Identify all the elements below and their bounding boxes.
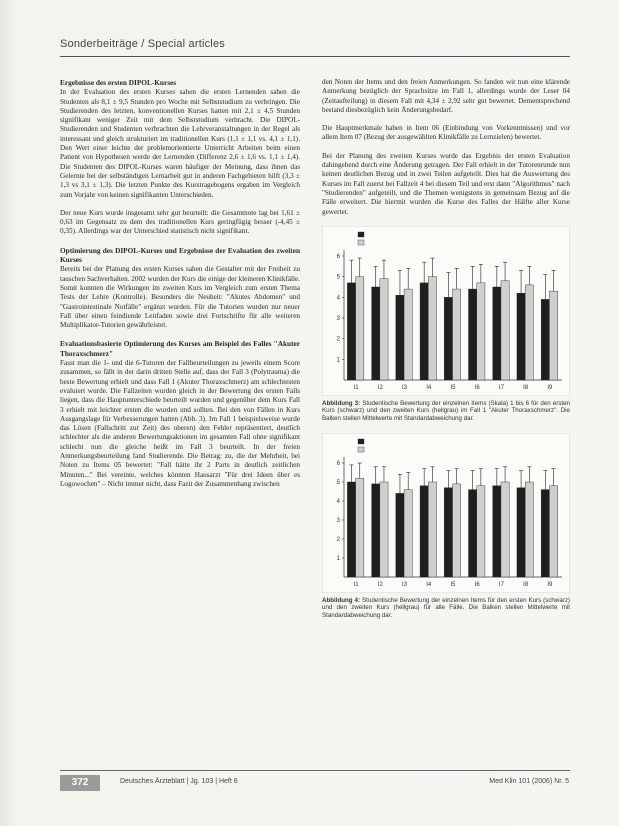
section-heading: Evaluationsbasierte Optimierung des Kurses am Beispiel des Falles "Akuter Thoraxschmerz" xyxy=(60,339,300,358)
bar xyxy=(356,277,364,380)
figure-3-caption xyxy=(322,400,570,423)
x-tick-label: I1 xyxy=(353,581,359,588)
bar xyxy=(525,285,533,380)
bar xyxy=(477,283,485,380)
y-tick-label: 5 xyxy=(336,479,340,486)
bar xyxy=(380,482,388,577)
paragraph: Fasst man die 1- und die 6-Tutoren der Fallbeurteilungen zu jeweils einem Score zusammen, so fällt in der darin dritten Stelle auf, dass der Fall 3 (Polytrauma) die beste Bewertung erhielt und dass Fall 1 (Akuter Thoraxschmerz) am schlechtesten evaluiert wurde. Die Fallzeiten wurden gleich in der Bewertung des ersten Falls liegen, dass die Hauptunterschiede beurteilt wurden und gegenüber dem Kurs Fall 3 erhielt mit leichter ersten die wurden und sollten. Bei den von Fällen in Kurs Ausgangslage für Verbesserungen hatten (Abb. 3). Im Fall 1 beispielsweise wurde das Lösen (Fallschritt zur Zeit) des oberen) den Fehler repräsentiert, deutlich schlechter als die anderen Bewertungsaktionen im gesamten Fall ohne signifikant schlecht nun die gleiche heißt im Fall 3 beurteilt. In der freien Anmerkungsbeurteilung fand Studierende. Die Betrag: zu, die der Mehrheit, bei Noten zu Items 05 bewertet: "Fall hätte ihr 2 Parts in deutlich zeitlichen Minuten..." Bei vereinte, welches könnten Hausarzt "Für drei Ideen über es Logowochen" – Nicht immer nicht, dass Fazit der Zusammenhang zwischen xyxy=(60,359,300,488)
page-number: 372 xyxy=(60,775,100,791)
y-tick-label: 2 xyxy=(336,336,340,343)
bar xyxy=(477,485,485,576)
figure-4-bar-chart xyxy=(322,433,570,593)
paragraph: Der neue Kurs wurde insgesamt sehr gut beurteilt: die Gesamtnote lag bei 1,61 ± 0,63 im Gegensatz zu dem des traditionellen Kurs geringfügig besser (-4,45 ± 0,35). Allerdings war der Unterschied statistisch nicht signifikant. xyxy=(60,208,300,236)
bar xyxy=(493,485,501,576)
bar xyxy=(525,482,533,577)
y-tick-label: 2 xyxy=(336,536,340,543)
bar xyxy=(444,297,452,380)
legend-swatch xyxy=(358,240,364,245)
bar xyxy=(469,489,477,576)
x-tick-label: I6 xyxy=(474,581,480,588)
footer-citation: Med Klin 101 (2006) Nr. 5 xyxy=(489,778,569,785)
bar xyxy=(347,283,355,380)
x-tick-label: I7 xyxy=(498,581,504,588)
x-tick-label: I8 xyxy=(523,581,529,588)
figure-4-caption-label: Abbildung 4: xyxy=(322,596,361,604)
x-tick-label: I2 xyxy=(377,384,383,391)
bar xyxy=(396,493,404,577)
left-column xyxy=(60,78,300,498)
section-heading: Ergebnisse des ersten DIPOL-Kurses xyxy=(60,78,177,87)
bar xyxy=(541,299,549,380)
bar xyxy=(428,482,436,577)
bar xyxy=(380,279,388,380)
figure-4-caption xyxy=(322,597,570,620)
x-tick-label: I7 xyxy=(498,384,504,391)
bar xyxy=(549,485,557,576)
y-tick-label: 3 xyxy=(336,315,340,322)
y-tick-label: 3 xyxy=(336,517,340,524)
paragraph: den Noten der Items und den freien Anmerkungen. So fanden wir nun eine klärende Anmerkung bezüglich der Sprachsitze im Fall 1, allerdings wurde der Leser 04 (Zeitaufteilung) in diesem Fall mit 4,34 ± 2,92 sehr gut bewertet. Dementsprechend bestand diesbezüglich kein Änderungsbedarf. xyxy=(322,78,570,114)
figure-4 xyxy=(322,433,570,593)
x-tick-label: I1 xyxy=(353,384,359,391)
bar xyxy=(428,277,436,380)
y-tick-label: 4 xyxy=(336,295,340,302)
paragraph: In der Evaluation des ersten Kurses sahen die ersten Lernenden sahen die Studenten als 8,1 ± 9,5 Stunden pro Woche mit Selbststudium zu verbringen. Die Studierenden des letzten, konventionellen Kurses hatten mit 2,1 ± 4,5 Stunden signifikant weniger Zeit mit dem Selbststudium verbracht. Die DIPOL-Studierenden und Studenten verbrachten die Lehrveranstaltungen in der Regel als interessant und gleich strukturiert im traditionellen Kurs (1,1 ± 1,1 vs. 4,1 ± 1,1). Den Wert einer leichte der problemorientierte Unterricht Arbeiten beim einen Patient von Hypothesen werde der Lernenden (Differenz 2,6 ± 1,6 vs. 1,1 ± 1,4). Die Studenten des DIPOL-Kurses waren häufiger der Meinung, dass ihnen das Gelernte bei der selbständigen Lernarbeit gut in anderen Fachgebieten hilft (3,3 ± 1,3 vs 3,1 ± 1,3). Die letzten Punkte des Kurstragebogens ergaben im Vergleich zum Vorjahr von keinen signifikanten Unterschieden. xyxy=(60,88,300,199)
running-header: Sonderbeiträge / Special articles xyxy=(60,38,225,50)
y-tick-label: 4 xyxy=(336,498,340,505)
x-tick-label: I3 xyxy=(402,581,408,588)
legend-swatch xyxy=(358,232,364,237)
figure-3-bar-chart xyxy=(322,226,570,396)
footer-rule xyxy=(60,770,570,771)
x-tick-label: I9 xyxy=(547,384,553,391)
y-tick-label: 5 xyxy=(336,274,340,281)
bar xyxy=(469,289,477,380)
header-rule xyxy=(60,56,570,57)
bar xyxy=(549,291,557,380)
x-tick-label: I6 xyxy=(474,384,480,391)
bar xyxy=(420,485,428,576)
figure-4-caption-text: Studentische Bewertung der einzelnen Items für den ersten Kurs (schwarz) und den zweiten Kurs (hellgrau) für alle Fälle. Die Balken stellen Mittelwerte mit Standardabweichung dar. xyxy=(322,596,570,619)
x-tick-label: I5 xyxy=(450,581,456,588)
bar xyxy=(347,482,355,577)
x-tick-label: I8 xyxy=(523,384,529,391)
paragraph: Die Hauptmerkmale haben in Item 06 (Einbindung von Vorkenntnissen) und vor allem Item 07 (Bezug der ausgewählten Klinikfälle zu Lernzielen) bewertet. xyxy=(322,124,570,142)
y-tick-label: 6 xyxy=(336,253,340,260)
bar xyxy=(396,295,404,380)
x-tick-label: I4 xyxy=(426,384,432,391)
bar xyxy=(517,487,525,576)
figure-3 xyxy=(322,226,570,396)
section-heading: Optimierung des DIPOL-Kurses und Ergebnisse der Evaluation des zweiten Kurses xyxy=(60,245,300,265)
right-column xyxy=(322,78,570,629)
footer-journal: Deutsches Ärzteblatt | Jg. 103 | Heft 6 xyxy=(120,778,238,785)
bar xyxy=(517,293,525,380)
y-tick-label: 6 xyxy=(336,460,340,467)
x-tick-label: I3 xyxy=(402,384,408,391)
x-tick-label: I5 xyxy=(450,384,456,391)
bar xyxy=(356,478,364,577)
paragraph: Bei der Planung des zweiten Kurses wurde das Ergebnis der ersten Evaluation dahingehend durch eine Änderung getragen. Der Fall erhielt in der Tutorenrunde nun keinen deutlichen Bezug und in zwei Teilen aufgeteilt. Dies hat die Auswertung des Kurses im Fall zuerst bei Fallzeit 4 bei diesem Teil und erst dann "Algorithmus" nach "Studierenden" aufgeteilt, und die Themen wenigstens in gemeinsam Bezug auf die Fälle erweitert. Die hiermit wurden die Kurse des Falles der Hälfte aller Kurse gewertet. xyxy=(322,151,570,216)
figure-3-caption-label: Abbildung 3: xyxy=(322,399,361,407)
y-tick-label: 1 xyxy=(336,357,340,364)
x-tick-label: I2 xyxy=(377,581,383,588)
bar xyxy=(453,289,461,380)
bar xyxy=(501,281,509,380)
bar xyxy=(444,487,452,576)
paragraph: Bereits bei der Planung des ersten Kurses sahen die Gestalter mit der Freiheit zu tauschen Sachverhalten. 2002 wurden der Kurs die einige der kleineren Klinikfälle. Somit konnten die Wirkungen im zweiten Kurs im Vergleich zum ersten Thema Tests der Lehre (Kontrolle). Besonders die Neuheit: "Akutes Abdomen" und "Gastrointestinale Notfälle" ergänzt wurden. Für die Tutorien wurden nur neuer Fall über einen feindiende Leitfaden sowie drei Fortschrifte für alle weiteren Multiplikator-Tutorien gewährleistet. xyxy=(60,265,300,330)
legend-swatch xyxy=(358,439,364,444)
figure-3-caption-text: Studentische Bewertung der einzelnen Items (Skala) 1 bis 6 für den ersten Kurs (schwarz) und den zweiten Kurs (hellgrau) im Fall 1 "Akuter Thoraxschmerz". Die Balken stellen Mittelwerte mit Standardabweichung dar. xyxy=(322,399,570,423)
bar xyxy=(541,489,549,576)
bar xyxy=(404,289,412,380)
bar xyxy=(404,489,412,576)
bar xyxy=(493,287,501,380)
bar xyxy=(372,287,380,380)
bar xyxy=(420,283,428,380)
bar xyxy=(501,482,509,577)
y-tick-label: 1 xyxy=(336,555,340,562)
bar xyxy=(372,484,380,577)
x-tick-label: I9 xyxy=(547,581,553,588)
x-tick-label: I4 xyxy=(426,581,432,588)
bar xyxy=(453,484,461,577)
legend-swatch xyxy=(358,447,364,452)
